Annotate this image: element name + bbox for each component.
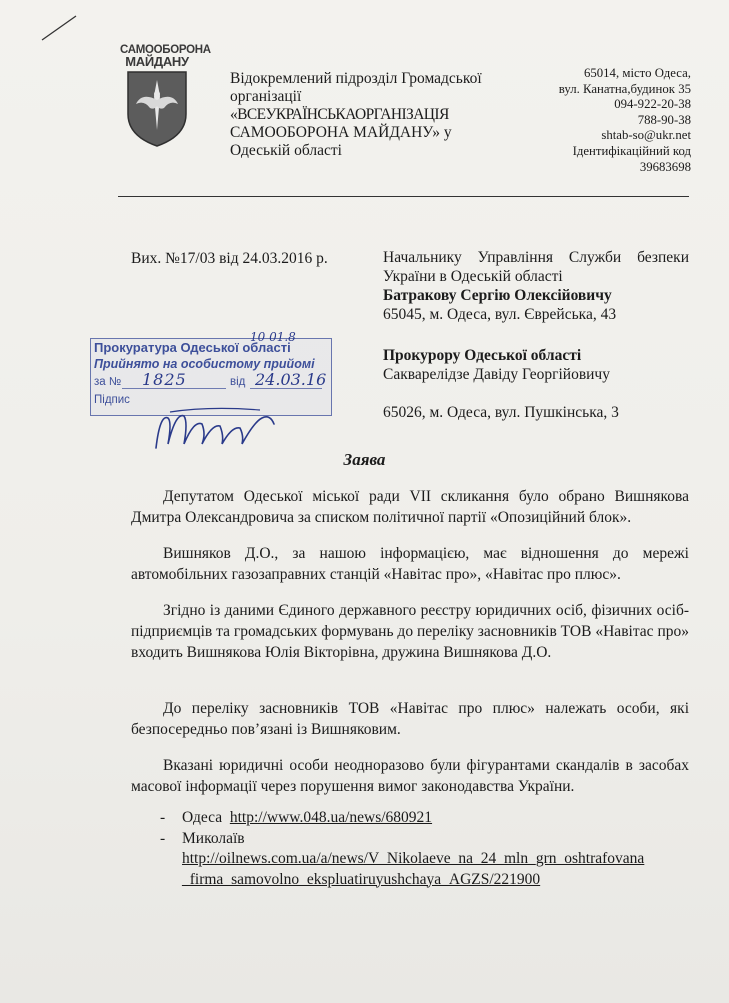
list-dash: -: [160, 829, 166, 847]
logo-text-bottom: МАЙДАНУ: [125, 54, 189, 69]
paragraph-2: [131, 543, 689, 585]
link-city-mykolaiv: Миколаїв: [182, 829, 245, 847]
handwritten-signature: [150, 404, 280, 456]
source-links-list: [160, 808, 700, 890]
stamp-date-label: від: [230, 376, 246, 388]
organization-name-block: [230, 70, 500, 160]
stamp-number-value: 1825: [142, 370, 187, 389]
paragraph-4-text: До переліку засновників ТОВ «Навітас про плюс» належать особи, які безпосередньо пов’язані із Вишняковим.: [131, 700, 689, 738]
list-item: [160, 829, 700, 850]
paragraph-2-text: Вишняков Д.О., за нашою інформацією, має відношення до мережі автомобільних газозаправних станцій «Навітас про», «Навітас про плюс».: [131, 545, 689, 583]
list-item-url: [160, 849, 700, 870]
addressee-sbu-line-2: України в Одеській області: [383, 268, 563, 285]
org-line-4: САМООБОРОНА МАЙДАНУ» у: [230, 124, 452, 141]
stamp-line-1: Прокуратура Одеської області: [94, 340, 291, 355]
addressee-sbu: [383, 248, 689, 324]
org-line-3: «ВСЕУКРАЇНСЬКАОРГАНІЗАЦІЯ: [230, 106, 449, 123]
list-item: [160, 808, 700, 829]
stamp-handwritten-top: 10 01.8: [250, 330, 296, 344]
list-item-url: [160, 870, 700, 891]
header-divider: [118, 196, 689, 197]
contact-city: 65014, місто Одеса,: [583, 66, 691, 80]
contact-email: shtab-so@ukr.net: [601, 128, 691, 143]
contacts-block: [491, 66, 691, 175]
link-odesa-url[interactable]: http://www.048.ua/news/680921: [229, 809, 433, 826]
contact-id-code: 39683698: [639, 159, 691, 174]
paragraph-1: [131, 486, 689, 528]
stamp-date-value: 24.03.16: [255, 370, 327, 389]
link-mykolaiv-url-line-2[interactable]: _firma_samovolno_ekspluatiruyushchaya_AGZS/221900: [182, 870, 541, 888]
outgoing-number: Вих. №17/03 від 24.03.2016 р.: [131, 250, 328, 267]
paragraph-5: [131, 755, 689, 797]
org-line-5: Одеській області: [230, 142, 342, 159]
paragraph-5-text: Вказані юридичні особи неодноразово були фігурантами скандалів в засобах масової інформації через порушення вимог законодавства України.: [131, 757, 689, 795]
shield-emblem-icon: [126, 70, 188, 148]
addressee-prosecutor-address: 65026, м. Одеса, вул. Пушкінська, 3: [383, 404, 619, 421]
addressee-sbu-address: 65045, м. Одеса, вул. Єврейська, 43: [383, 306, 617, 323]
paragraph-4: [131, 698, 689, 740]
stamp-number-label: за №: [94, 376, 122, 388]
contact-phone-1: 094-922-20-38: [614, 97, 691, 112]
addressee-sbu-name: Батракову Сергію Олексійовичу: [383, 287, 612, 304]
document-title: Заява: [343, 450, 386, 469]
addressee-prosecutor-title: Прокурору Одеської області: [383, 347, 582, 364]
contact-id-label: Ідентифікаційний код: [572, 143, 691, 158]
addressee-sbu-line-1: Начальнику Управління Служби безпеки: [383, 249, 689, 266]
org-line-1: Відокремлений підрозділ Громадської: [230, 70, 482, 87]
addressee-prosecutor-name: Сакварелідзе Давіду Георгійовичу: [383, 366, 610, 383]
pen-mark: [40, 12, 80, 42]
link-mykolaiv-url-line-1[interactable]: http://oilnews.com.ua/a/news/V_Nikolaeve_na_24_mln_grn_oshtrafovana: [182, 850, 645, 867]
organization-logo: [120, 44, 211, 148]
reception-stamp: [90, 330, 326, 412]
contact-street: вул. Канатна,будинок 35: [558, 81, 691, 96]
paragraph-3: [131, 600, 689, 663]
org-line-2: організації: [230, 88, 302, 105]
paragraph-1-text: Депутатом Одеської міської ради VII скликання було обрано Вишнякова Дмитра Олександровича за списком політичної партії «Опозиційний блок».: [131, 488, 689, 526]
logo-text-top: САМООБОРОНА: [120, 44, 211, 56]
paragraph-3-text: Згідно із даними Єдиного державного реєстру юридичних осіб, фізичних осіб-підприємців та громадських формувань до переліку засновників ТОВ «Навітас про» входить Вишнякова Юлія Вікторівна, дружина Вишнякова Д.О.: [131, 602, 689, 661]
list-dash: -: [160, 809, 166, 826]
stamp-line-2: Прийнято на особистому прийомі: [94, 357, 315, 371]
link-city-odesa: Одеса: [182, 809, 223, 826]
contact-phone-2: 788-90-38: [637, 112, 691, 127]
stamp-sign-label: Підпис: [94, 394, 130, 406]
addressee-prosecutor: [383, 346, 689, 422]
